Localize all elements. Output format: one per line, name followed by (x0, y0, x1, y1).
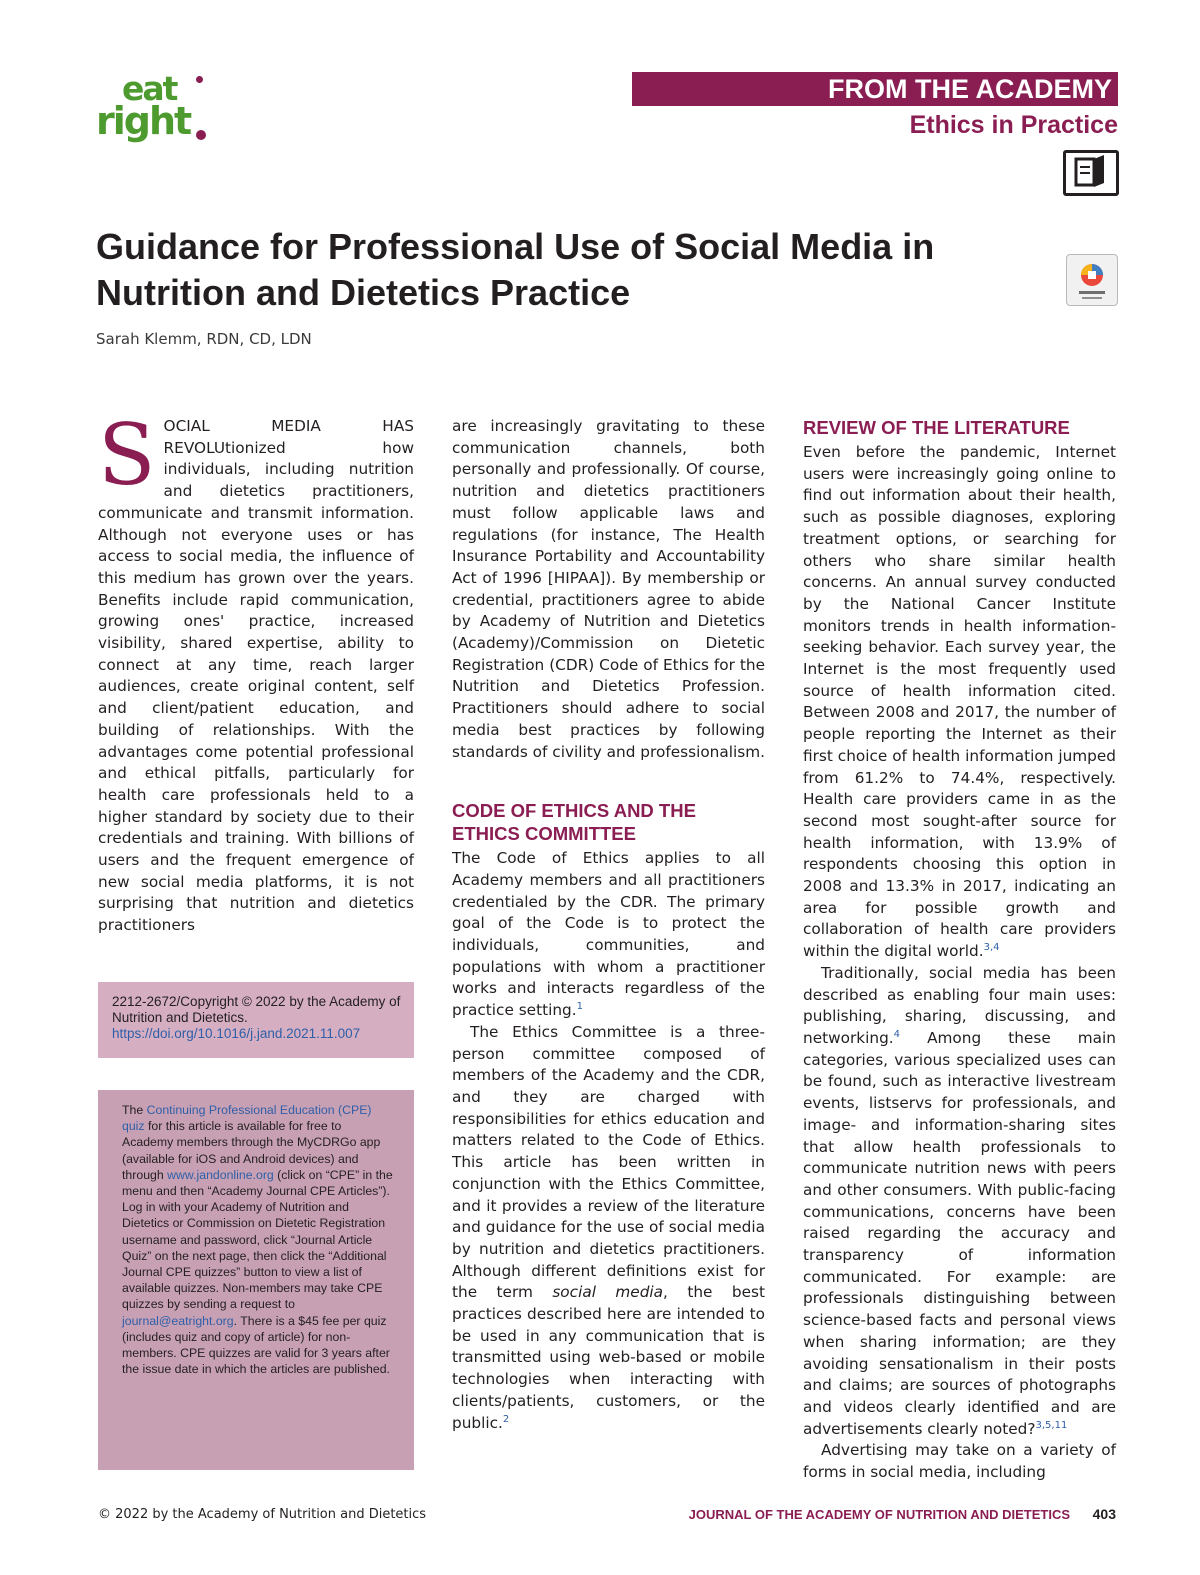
review-of-literature-heading: REVIEW OF THE LITERATURE (803, 417, 1070, 438)
crossmark-icon[interactable] (1066, 254, 1118, 306)
article-title: Guidance for Professional Use of Social Media in Nutrition and Dietetics Practice (96, 226, 935, 313)
col3-paragraph-2 (803, 963, 1116, 1440)
col2-paragraph-2 (452, 848, 765, 1022)
reference-3-4[interactable]: 3,4 (983, 942, 1000, 954)
jandonline-link[interactable]: www.jandonline.org (167, 1167, 274, 1182)
reference-3-5-11[interactable]: 3,5,11 (1035, 1419, 1068, 1431)
cpe-text-4: . There is a $45 fee per quiz (includes quiz and copy of article) for non-members. CPE quizzes are valid for 3 years after the issue date in which the articles are published. (122, 1313, 390, 1377)
cpe-text-2: for this article is available for free to Academy members through the MyCDRGo app (available for iOS and Android devices) and through (122, 1119, 381, 1182)
eatright-logo (96, 69, 208, 143)
column-3 (803, 416, 1116, 1484)
col2-paragraph-3 (452, 1022, 765, 1434)
journal-email-link[interactable]: journal@eatright.org (122, 1313, 234, 1328)
cpe-quiz-link[interactable]: Continuing Professional Education (CPE) quiz (122, 1103, 372, 1134)
col2-paragraph-3-text-b: , the best practices described here are intended to be used in any communication that is transmitted using web-based or mobile technologies when interacting with clients/patients, customers, or the public. (452, 1283, 765, 1432)
col3-paragraph-1 (803, 442, 1116, 963)
section-label: Ethics in Practice (909, 111, 1118, 139)
reference-2[interactable]: 2 (502, 1413, 510, 1425)
col2-paragraph-3-text-a: The Ethics Committee is a three-person committee composed of members of the Academy and the CDR, and they are charged with responsibilities for ethics education and matters related to the Code of Ethics. This article has been written in conjunction with the Ethics Committee, and it provides a review of the literature and guidance for the use of social media by nutrition and dietetics practitioners. Although different definitions exist for the term (452, 1022, 765, 1302)
cpe-box (98, 1090, 414, 1470)
footer-copyright: © 2022 by the Academy of Nutrition and Dietetics (98, 1507, 427, 1522)
doi-link[interactable]: https://doi.org/10.1016/j.jand.2021.11.007 (112, 1026, 361, 1041)
reference-1[interactable]: 1 (576, 1001, 583, 1013)
reference-4[interactable]: 4 (893, 1028, 901, 1040)
col2-paragraph-1: are increasingly gravitating to these communication channels, both personally and professionally. Of course, nutrition and dietetics practitioners must follow applicable laws and regulations (for instance, The Health Insurance Portability and Accountability Act of 1996 [HIPAA]). By membership or credential, practitioners agree to abide by Academy of Nutrition and Dietetics (Academy)/Commission on Dietetic Registration (CDR) Code of Ethics for the Nutrition and Dietetics Profession. Practitioners should adhere to social media best practices by following standards of civility and professionalism. (452, 417, 765, 761)
author-line: Sarah Klemm, RDN, CD, LDN (96, 330, 312, 348)
cpe-text-1: The (122, 1103, 147, 1117)
col3-paragraph-2-text-b: Among these main categories, various specialized uses can be found, such as interactive livestream events, listservs for professionals, and image- and information-sharing sites that allow health professionals to communicate nutrition news with peers and other consumers. With public-facing communications, concerns have been raised regarding the accuracy and transparency of information communicated. For example: are professionals distinguishing between science-based facts and personal views when sharing information; are they avoiding sensationalism in their posts and claims; are sources of photographs and videos clearly identified and are advertisements clearly noted? (803, 1028, 1116, 1438)
col3-paragraph-2-text-a: Traditionally, social media has been described as enabling four main uses: publishing, sharing, discussing, and networking. (803, 963, 1116, 1047)
column-2 (452, 416, 765, 1434)
social-media-term: social media (552, 1283, 664, 1302)
intro-paragraph (98, 406, 414, 937)
col3-paragraph-1-text: Even before the pandemic, Internet users were increasingly going online to find out information about their health, such as possible diagnoses, exploring treatment options, or searching for others who share similar health concerns. An annual survey conducted by the National Cancer Institute monitors trends in health information-seeking behavior. Each survey year, the Internet is the most frequently used source of health information cited. Between 2008 and 2017, the number of people reporting the Internet as their first choice of health information jumped from 61.2% to 74.4%, respectively. Health care providers came in as the second most sought-after source for health information, with 13.9% of respondents choosing this option in 2008 and 13.3% in 2017, indicating an area for possible growth and collaboration of health care providers within the digital world. (803, 443, 1116, 961)
logo-eat-text: eat (122, 69, 177, 108)
col2-paragraph-2-text: The Code of Ethics applies to all Academy members and all practitioners credentialed by the CDR. The primary goal of the Code is to protect the individuals, communities, and populations with whom a practitioner works and interacts regardless of the practice setting. (452, 849, 765, 1020)
copyright-box (98, 982, 414, 1058)
code-of-ethics-heading: CODE OF ETHICS AND THE ETHICS COMMITTEE (452, 800, 696, 845)
logo-dot-icon (196, 76, 203, 83)
cpe-text (122, 1102, 394, 1377)
cpe-text-3: (click on “CPE” in the menu and then “Academy Journal CPE Articles”). Log in with your Academy of Nutrition and Dietetics or Commission on Dietetic Registration username and password, click “Journal Article Quiz” on the next page, then click the “Additional Journal CPE quizzes” button to view a list of available quizzes. Non-members may take CPE quizzes by sending a request to (122, 1167, 393, 1312)
book-icon (1063, 150, 1119, 196)
copyright-text (112, 994, 402, 1042)
page-number: 403 (1092, 1506, 1116, 1522)
intro-text: OCIAL MEDIA HAS REVOLUtionized how individuals, including nutrition and dietetics practitioners, communicate and transmit information. Although not everyone uses or has access to social media, the influence of this medium has grown over the years. Benefits include rapid communication, growing ones' practice, increased visibility, shared expertise, ability to connect at any time, reach larger audiences, create original content, self and client/patient education, and building of relationships. With the advantages come potential professional and ethical pitfalls, particularly for health care professionals held to a higher standard by society due to their credentials and training. With billions of users and the frequent emergence of new social media platforms, it is not surprising that nutrition and dietetics practitioners (98, 417, 414, 935)
footer-journal-name: JOURNAL OF THE ACADEMY OF NUTRITION AND DIETETICS (688, 1507, 1070, 1522)
drop-cap: S (98, 406, 156, 504)
col3-paragraph-3: Advertising may take on a variety of forms in social media, including (803, 1441, 1116, 1482)
copyright-line: 2212-2672/Copyright © 2022 by the Academy of Nutrition and Dietetics. (112, 994, 401, 1025)
logo-dot-icon (196, 130, 206, 140)
banner-text: FROM THE ACADEMY (828, 74, 1112, 104)
section-banner (632, 72, 1118, 106)
column-1 (98, 406, 414, 937)
logo-right-text: right (96, 99, 191, 143)
